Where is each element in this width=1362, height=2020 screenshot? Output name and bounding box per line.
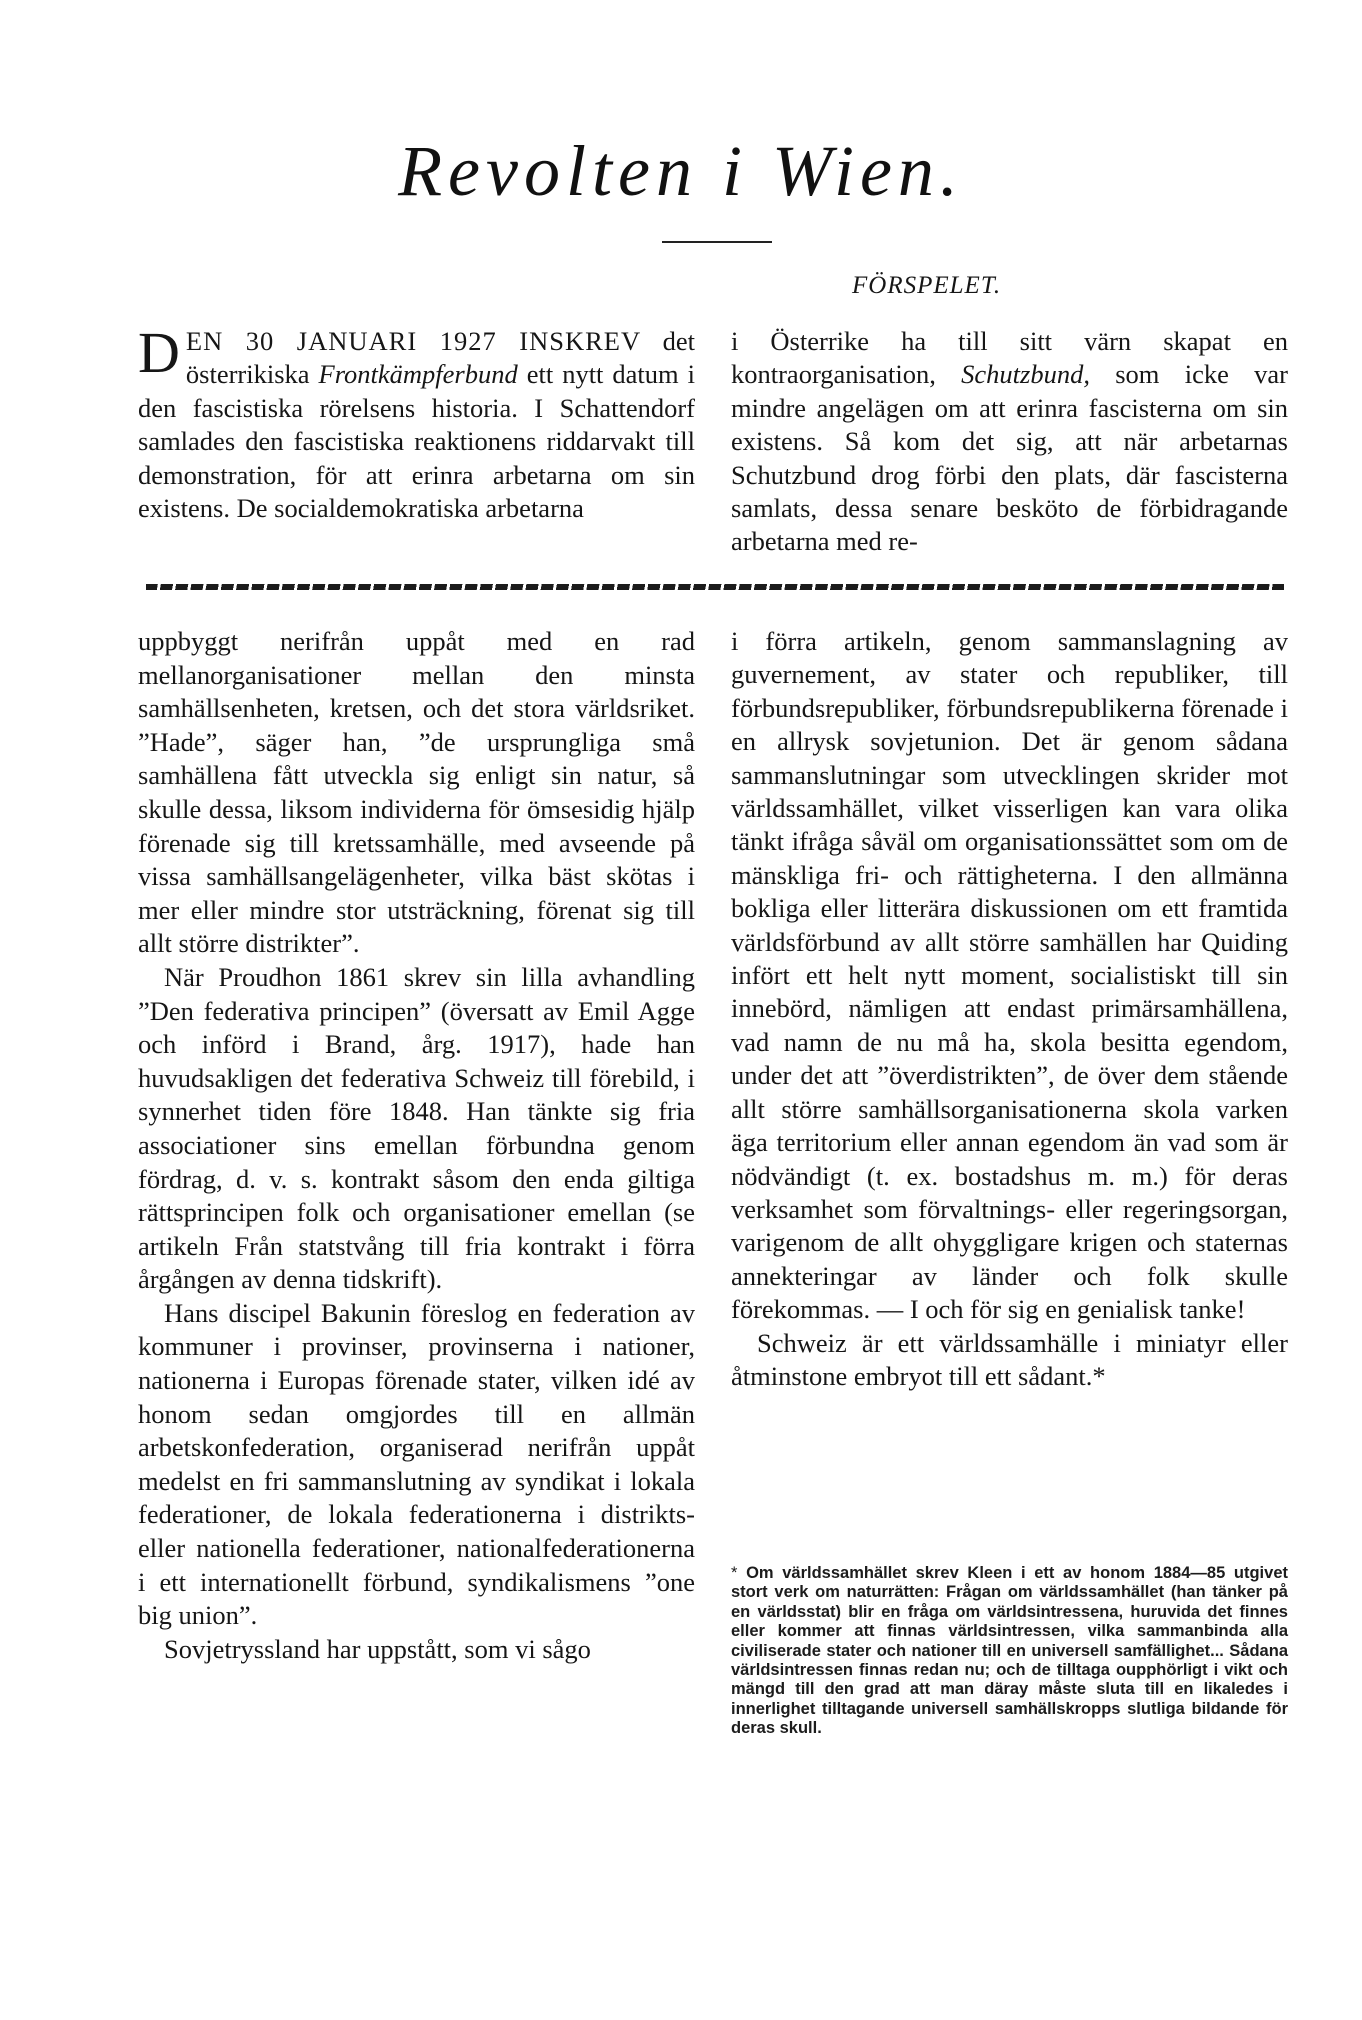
main-right-column [731, 625, 1288, 1393]
section-subheading: FÖRSPELET. [852, 272, 1002, 299]
intro-paragraph-left [138, 320, 695, 525]
paragraph: Schweiz är ett världssamhälle i miniatyr eller åtminstone embryot till ett sådant.* [731, 1327, 1288, 1391]
footnote-marker: * [731, 1564, 738, 1582]
intro-text-2: ett nytt datum i den fascistiska rörelsens historia. I Schattendorf samlades den fascistiska reaktionens riddarvakt till demonstration, för att erinra arbetarna om sin existens. De socialdemokratiska arbetarna [138, 359, 695, 524]
title-underline [662, 241, 772, 243]
intro-opening-words: EN 30 JANUARI 1927 INSKREV [185, 326, 642, 356]
intro-text-1: det österrikiska [185, 326, 695, 390]
intro-right-column [731, 325, 1288, 559]
paragraph: Sovjetryssland har uppstått, som vi sågo [164, 1633, 591, 1664]
paragraph: i förra artikeln, genom sammanslagning av guvernement, av stater och republiker, till förbundsrepubliker, förbundsrepublikerna förenade i en allrysk sovjetunion. Det är genom sådana sammanslutningar som utvecklingen skrider mot världssamhället, vilket visserligen kan vara olika tänkt ifråga såväl om organisationssättet som om de mänskliga fri- och rättigheterna. I den allmänna bokliga eller litterära diskussionen om ett framtida världsförbund av allt större samhällen har Quiding infört ett helt nytt moment, socialistiskt till sin innebörd, nämligen att endast primärsamhällena, vad namn de nu må ha, skola besitta egendom, under det att ”överdistrikten”, de över dem stående allt större samhällsorganisationerna skola varken äga territorium eller annan egendom än vad som är nödvändigt (t. ex. bostadshus m. m.) för deras verksamhet som förvaltnings- eller regeringsorgan, varigenom de allt ohyggligare krigen och staternas annekteringar av länder och folk skulle förekommas. — I och för sig en genialisk tanke! [731, 626, 1288, 1325]
ornamental-divider [146, 582, 1284, 592]
paragraph: Hans discipel Bakunin föreslog en federation av kommuner i provinser, provinserna i nationer, nationerna i Europas förenade stater, vilken idé av honom sedan omgjordes till en allmän arbetskonfederation, organiserad nerifrån uppåt medelst en fri sammanslutning av syndikat i lokala federationer, de lokala federationerna i distrikts- eller nationella federationer, nationalfederationerna i ett internationellt förbund, syndikalismens ”one big union”. [138, 1297, 695, 1631]
intro-right-text-2: som icke var mindre angelägen om att erinra fascisterna om sin existens. Så kom det sig, att när arbetarnas Schutzbund drog förbi den plats, där fascisterna samlats, dessa senare besköto de förbidragande arbetarna med re- [731, 359, 1288, 557]
article-title: Revolten i Wien. [398, 131, 964, 211]
footnote [731, 1564, 1288, 1739]
intro-left-column [138, 320, 695, 525]
footnote-text: Om världssamhället skrev Kleen i ett av honom 1884—85 utgivet stort verk om naturrätten: Frågan om världssamhället (han tänker på en världsstat) blir en fråga om världsintressena, huruvida det finnes eller kommer att finnas världsintressen, vilka sammanbinda alla civiliserade stater och nationer till en universell samfällighet... Sådana världsintressen finnas redan nu; och de tilltaga oupphörligt i vikt och mängd till den grad att man däray måste sluta till en likaledes i innerlighet tilltagande universell samhällskropps slutliga bildande för deras skull. [731, 1564, 1288, 1738]
paragraph: När Proudhon 1861 skrev sin lilla avhandling ”Den federativa principen” (översatt av Emil Agge och införd i Brand, årg. 1917), hade han huvudsakligen det federativa Schweiz till förebild, i synnerhet tiden före 1848. Han tänkte sig fria associationer sins emellan förbundna genom fördrag, d. v. s. kontrakt såsom den enda giltiga rättsprincipen folk och organisationer emellan (se artikeln Från statstvång till fria kontrakt i förra årgången av denna tidskrift). [138, 961, 695, 1295]
intro-paragraph-right [731, 325, 1288, 559]
intro-right-italic-term: Schutzbund, [961, 359, 1090, 390]
paragraph: uppbyggt nerifrån uppåt med en rad mellanorganisationer mellan den minsta samhällsenheten, kretsen, och det stora världsriket. ”Hade”, säger han, ”de ursprungliga små samhällena fått utveckla sig enligt sin natur, så skulle dessa, liksom individerna för ömsesidig hjälp förenade sig till kretssamhälle, med avseende på vissa samhällsangelägenheter, vilka bäst skötas i mer eller mindre stor utsträckning, förenat sig till allt större distrikter”. [138, 626, 695, 959]
intro-italic-term: Frontkämpferbund [318, 359, 518, 390]
main-left-column [138, 625, 695, 1666]
intro-right-text-1: i Österrike ha till sitt värn skapat en kontraorganisation, [731, 326, 1288, 390]
drop-cap: D [138, 320, 180, 385]
